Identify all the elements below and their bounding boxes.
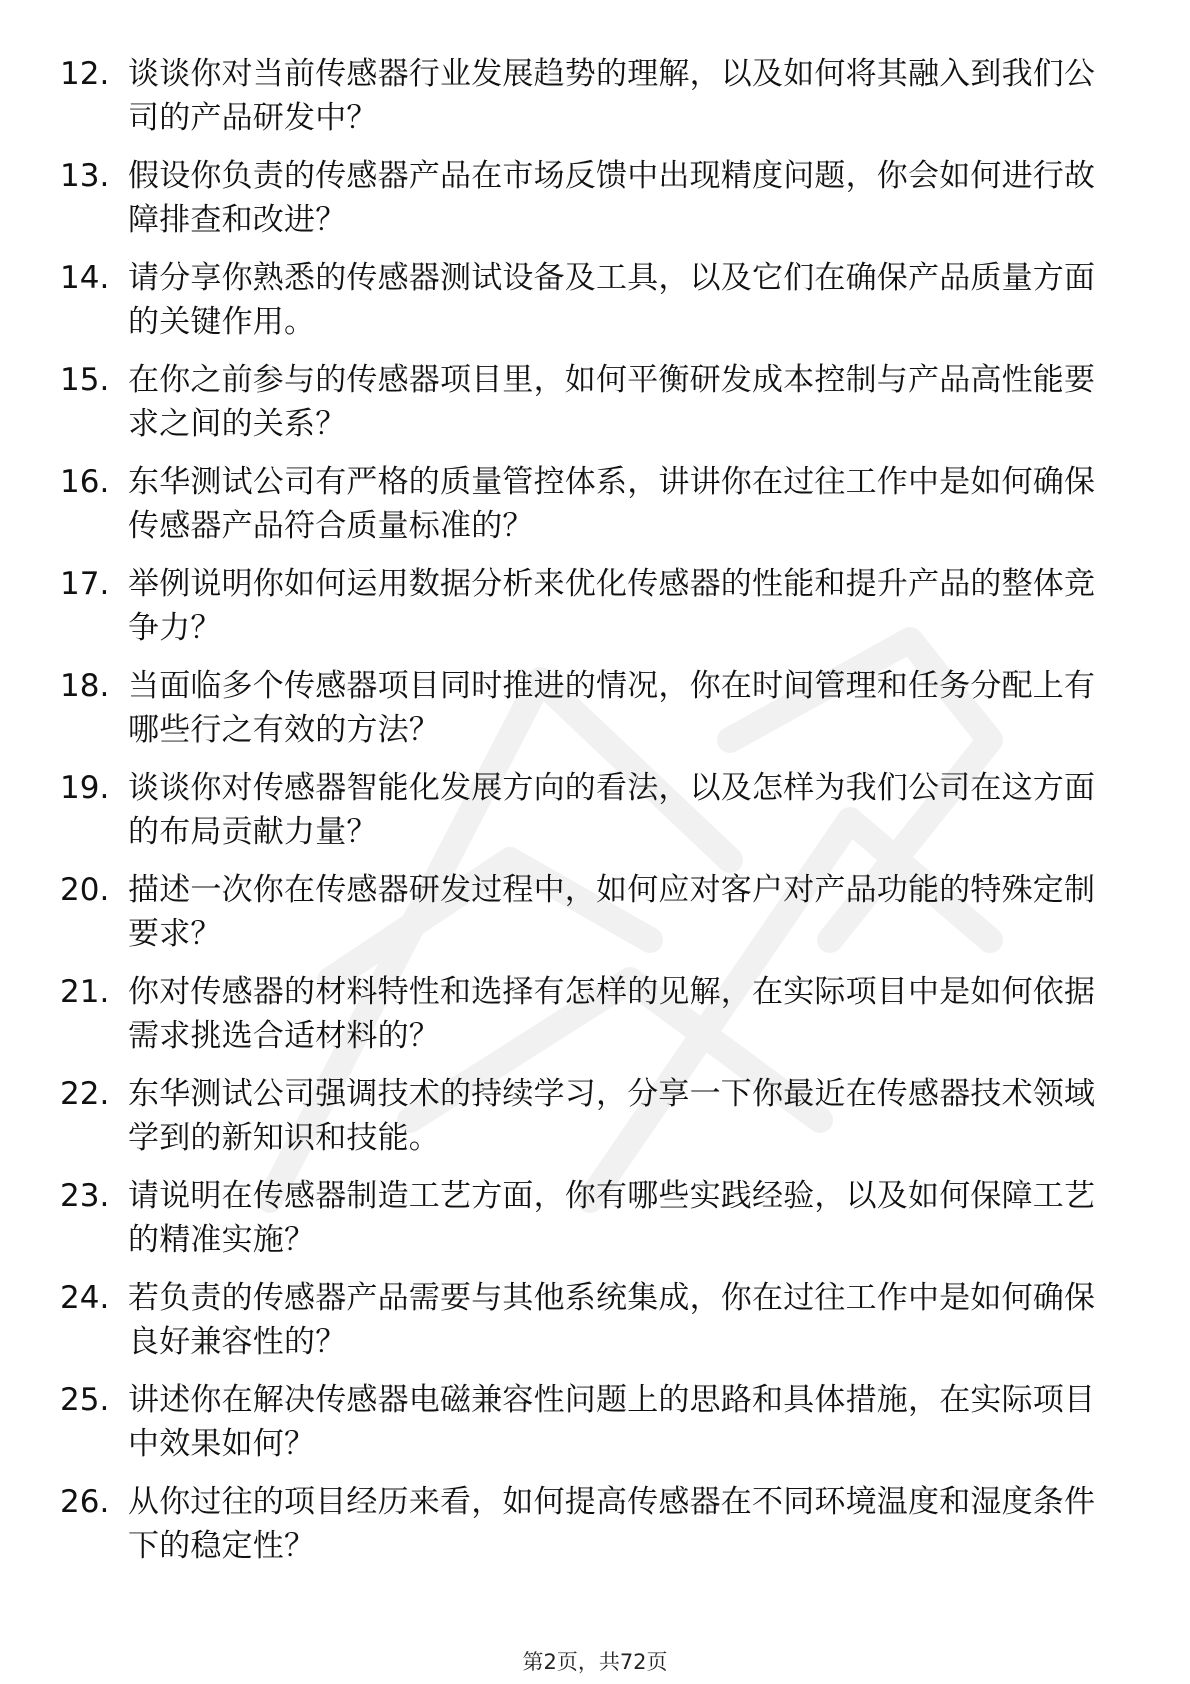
question-number: 23.: [60, 1178, 110, 1214]
list-item: [60, 1174, 1120, 1276]
question-text: 你对传感器的材料特性和选择有怎样的见解，在实际项目中是如何依据需求挑选合适材料的？: [128, 974, 1096, 1054]
question-text: 谈谈你对当前传感器行业发展趋势的理解，以及如何将其融入到我们公司的产品研发中？: [128, 56, 1096, 136]
question-text: 若负责的传感器产品需要与其他系统集成，你在过往工作中是如何确保良好兼容性的？: [128, 1280, 1096, 1360]
question-number: 21.: [60, 974, 110, 1010]
list-item: [60, 562, 1120, 664]
question-number: 14.: [60, 260, 110, 296]
list-item: [60, 868, 1120, 970]
list-item: [60, 256, 1120, 358]
question-text: 从你过往的项目经历来看，如何提高传感器在不同环境温度和湿度条件下的稳定性？: [128, 1484, 1096, 1564]
list-item: [60, 766, 1120, 868]
question-number: 12.: [60, 56, 110, 92]
list-item: [60, 1378, 1120, 1480]
list-item: [60, 970, 1120, 1072]
page-number: 第2页，共72页: [522, 1650, 668, 1674]
question-text: 举例说明你如何运用数据分析来优化传感器的性能和提升产品的整体竞争力？: [128, 566, 1096, 646]
question-number: 18.: [60, 668, 110, 704]
list-item: [60, 664, 1120, 766]
question-number: 17.: [60, 566, 110, 602]
question-number: 20.: [60, 872, 110, 908]
question-number: 26.: [60, 1484, 110, 1520]
question-text: 请说明在传感器制造工艺方面，你有哪些实践经验，以及如何保障工艺的精准实施？: [128, 1178, 1096, 1258]
question-number: 13.: [60, 158, 110, 194]
question-text: 谈谈你对传感器智能化发展方向的看法，以及怎样为我们公司在这方面的布局贡献力量？: [128, 770, 1096, 850]
question-text: 在你之前参与的传感器项目里，如何平衡研发成本控制与产品高性能要求之间的关系？: [128, 362, 1096, 442]
list-item: [60, 460, 1120, 562]
list-item: [60, 154, 1120, 256]
question-number: 15.: [60, 362, 110, 398]
question-text: 描述一次你在传感器研发过程中，如何应对客户对产品功能的特殊定制要求？: [128, 872, 1096, 952]
list-item: [60, 1072, 1120, 1174]
question-text: 东华测试公司强调技术的持续学习，分享一下你最近在传感器技术领域学到的新知识和技能。: [128, 1076, 1096, 1156]
list-item: [60, 52, 1120, 154]
question-text: 请分享你熟悉的传感器测试设备及工具，以及它们在确保产品质量方面的关键作用。: [128, 260, 1096, 340]
question-number: 19.: [60, 770, 110, 806]
list-item: [60, 1276, 1120, 1378]
question-text: 当面临多个传感器项目同时推进的情况，你在时间管理和任务分配上有哪些行之有效的方法？: [128, 668, 1096, 748]
question-text: 假设你负责的传感器产品在市场反馈中出现精度问题，你会如何进行故障排查和改进？: [128, 158, 1096, 238]
question-text: 东华测试公司有严格的质量管控体系，讲讲你在过往工作中是如何确保传感器产品符合质量标准的？: [128, 464, 1096, 544]
question-number: 22.: [60, 1076, 110, 1112]
question-number: 16.: [60, 464, 110, 500]
list-item: [60, 1480, 1120, 1582]
question-number: 24.: [60, 1280, 110, 1316]
question-number: 25.: [60, 1382, 110, 1418]
question-list: [60, 52, 1120, 1582]
list-item: [60, 358, 1120, 460]
question-text: 讲述你在解决传感器电磁兼容性问题上的思路和具体措施，在实际项目中效果如何？: [128, 1382, 1096, 1462]
